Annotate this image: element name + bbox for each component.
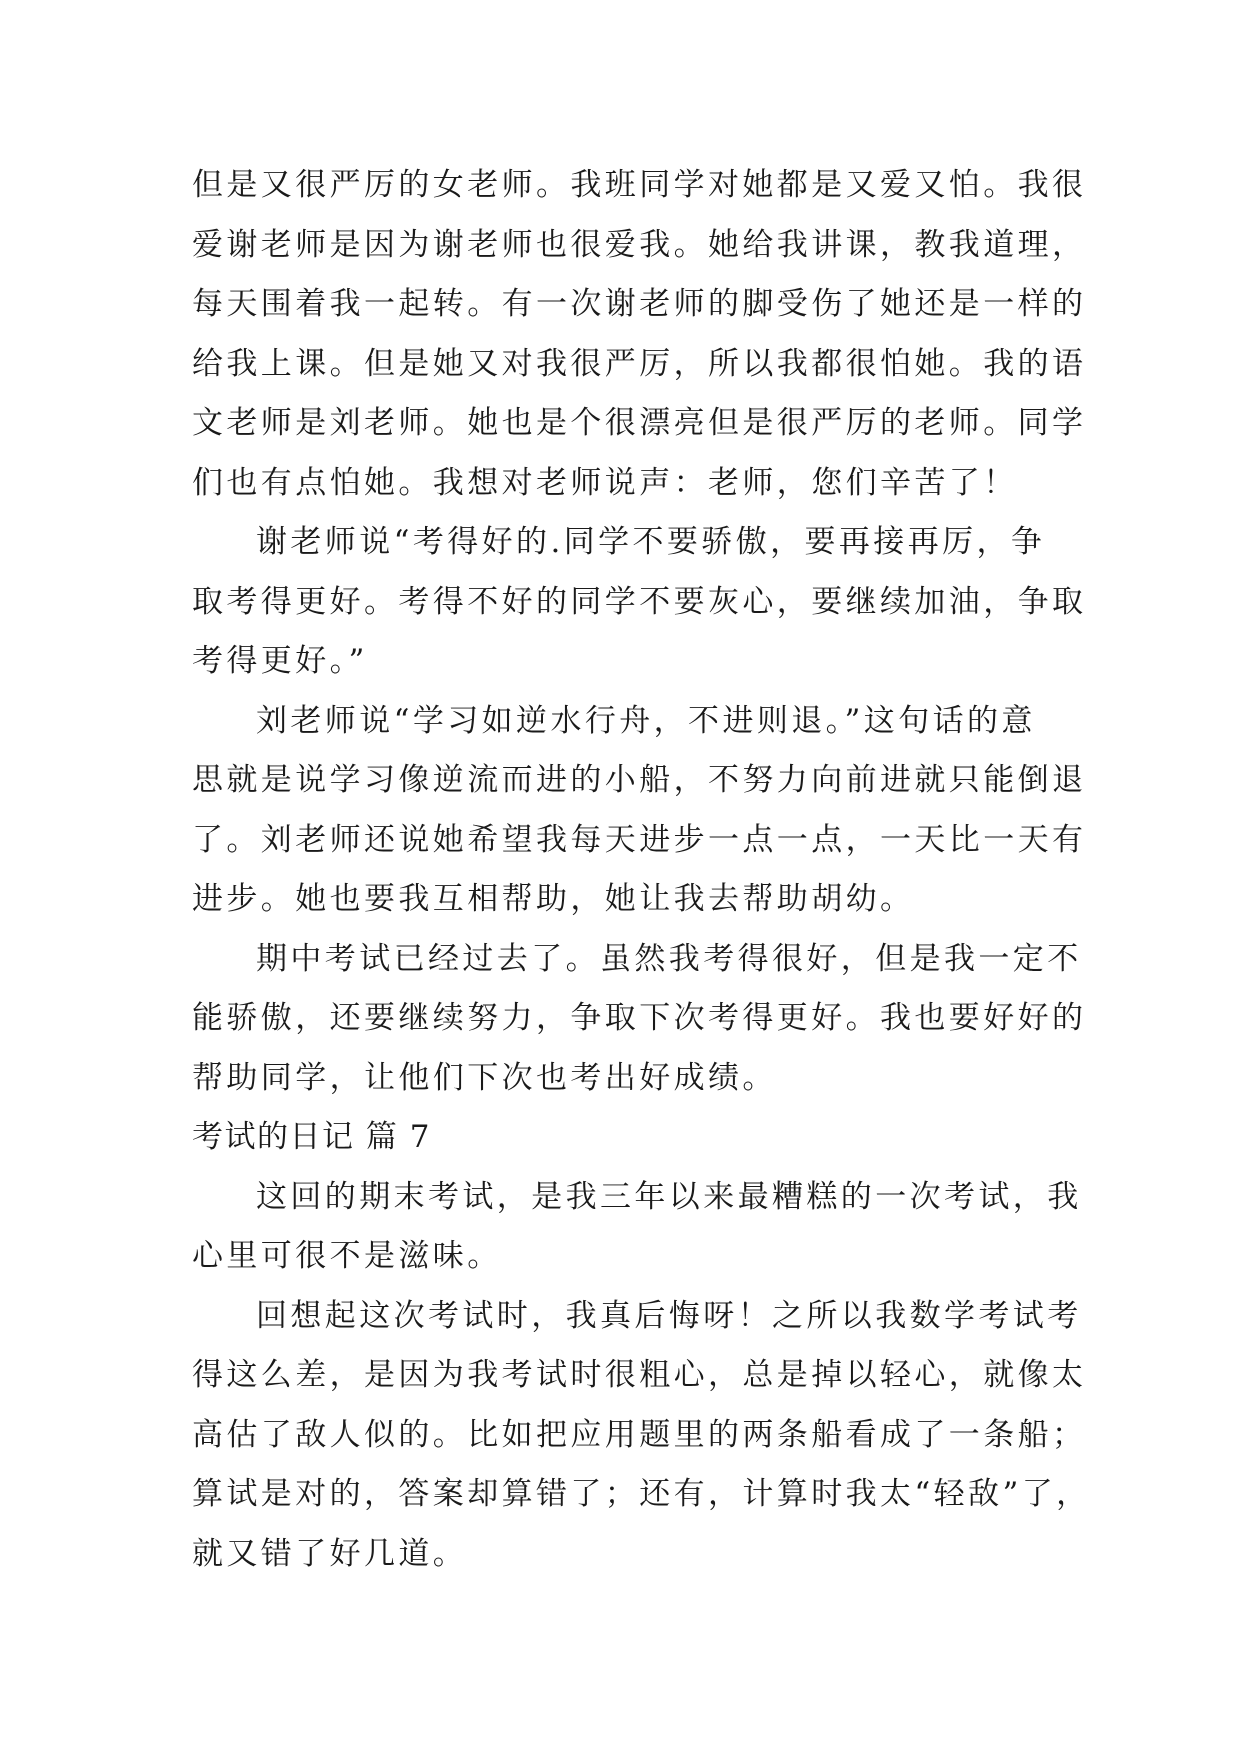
text-line: 爱谢老师是因为谢老师也很爱我。她给我讲课，教我道理，: [192, 226, 1087, 263]
paragraph-first-line: 期中考试已经过去了。虽然我考得很好，但是我一定不: [256, 940, 1082, 977]
text-line: 们也有点怕她。我想对老师说声：老师，您们辛苦了！: [192, 464, 1018, 501]
paragraph-first-line: 刘老师说“学习如逆水行舟，不进则退。”这句话的意: [256, 702, 1036, 739]
text-line: 算试是对的，答案却算错了；还有，计算时我太“轻敌”了，: [192, 1476, 1091, 1512]
text-line: 每天围着我一起转。有一次谢老师的脚受伤了她还是一样的: [192, 286, 1087, 322]
text-line: 能骄傲，还要继续努力，争取下次考得更好。我也要好好的: [192, 1000, 1087, 1036]
paragraph-first-line: 谢老师说“考得好的.同学不要骄傲，要再接再厉，争: [256, 524, 1046, 560]
text-line: 得这么差，是因为我考试时很粗心，总是掉以轻心，就像太: [192, 1357, 1087, 1393]
text-line: 帮助同学，让他们下次也考出好成绩。: [192, 1059, 777, 1096]
text-line: 给我上课。但是她又对我很严厉，所以我都很怕她。我的语: [192, 345, 1087, 382]
text-line: 考得更好。”: [192, 643, 368, 679]
text-line: 思就是说学习像逆流而进的小船，不努力向前进就只能倒退: [192, 762, 1087, 798]
text-line: 高估了敌人似的。比如把应用题里的两条船看成了一条船；: [192, 1416, 1087, 1453]
document-page: [192, 156, 1091, 1584]
text-line: 进步。她也要我互相帮助，她让我去帮助胡幼。: [192, 881, 915, 917]
paragraph-first-line: 回想起这次考试时，我真后悔呀！之所以我数学考试考: [256, 1297, 1082, 1334]
text-line: 心里可很不是滋味。: [192, 1238, 502, 1274]
text-line: 了。刘老师还说她希望我每天进步一点一点，一天比一天有: [192, 821, 1087, 858]
text-line: 取考得更好。考得不好的同学不要灰心，要继续加油，争取: [192, 583, 1087, 620]
text-line: 就又错了好几道。: [192, 1535, 468, 1572]
section-heading: 考试的日记 篇 7: [192, 1119, 431, 1155]
text-line: 但是又很严厉的女老师。我班同学对她都是又爱又怕。我很: [192, 167, 1087, 203]
text-line: 文老师是刘老师。她也是个很漂亮但是很严厉的老师。同学: [192, 405, 1087, 441]
paragraph-first-line: 这回的期末考试，是我三年以来最糟糕的一次考试，我: [256, 1178, 1082, 1215]
